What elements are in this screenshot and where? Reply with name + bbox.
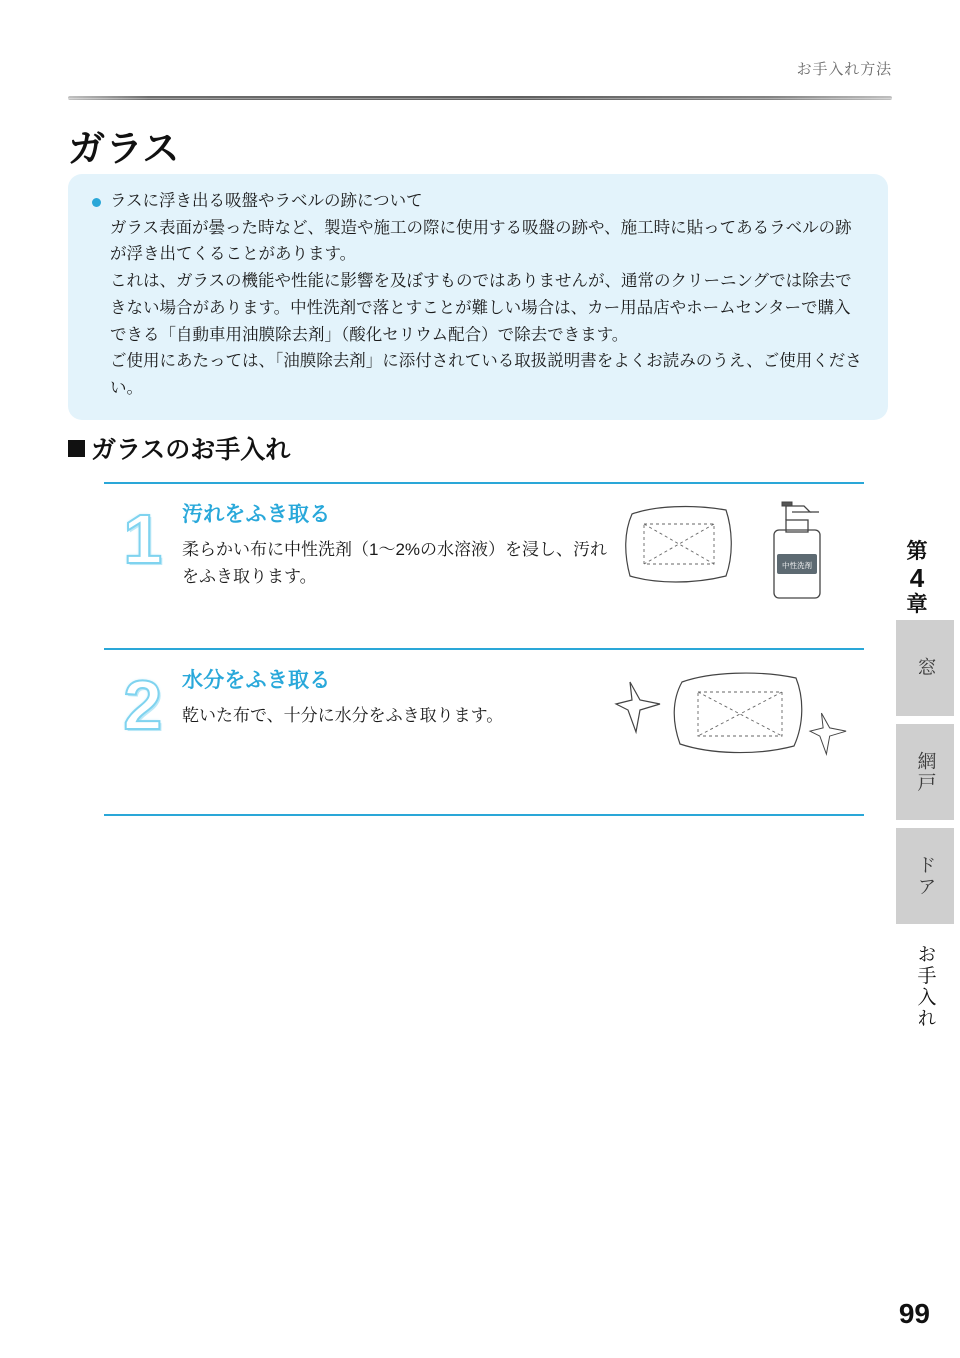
step-description: 柔らかい布に中性洗剤（1〜2%の水溶液）を浸し、汚れをふき取ります。 [182,540,608,587]
note-paragraph: ガラス表面が曇った時など、製造や施工の際に使用する吸盤の跡や、施工時に貼ってあるラベルの跡が浮き出てくることがあります。 [110,218,852,264]
sparkle-icon [810,713,846,754]
note-body [90,215,866,402]
section-heading-text: ガラスのお手入れ [91,436,291,464]
running-head: お手入れ方法 [796,61,892,78]
step-title: 水分をふき取る [182,669,331,692]
side-tab-window[interactable] [896,620,954,716]
side-tab-door[interactable] [896,828,954,924]
side-tab-label: お手入れ [914,944,936,1030]
chapter-suffix: 章 [906,592,928,616]
chapter-number: 4 [909,562,925,593]
step1-illustration [614,492,864,617]
step-title: 汚れをふき取る [182,503,331,526]
cloth-icon [626,507,732,582]
square-bullet-icon [68,440,85,457]
side-tab-label: 網戸 [914,750,936,794]
note-heading-text: ラスに浮き出る吸盤やラベルの跡について [110,192,423,210]
header-divider [68,96,892,100]
chapter-marker [892,540,942,616]
page-number: 99 [898,1298,930,1329]
chapter-prefix: 第 [906,540,928,563]
sparkle-icon [616,682,660,732]
side-tab-label: ドア [914,854,936,898]
step-number: 2 [123,666,161,744]
page-title: ガラス [68,128,181,169]
list-item [104,650,864,814]
side-tab-label: 窓 [914,657,936,679]
note-box [68,174,888,420]
note-paragraph: ご使用にあたっては、「油膜除去剤」に添付されている取扱説明書をよくお読みのうえ、ご使用ください。 [110,352,862,398]
side-tab-screen-door[interactable] [896,724,954,820]
side-tab-maintenance[interactable] [896,932,954,1042]
section-heading [68,430,290,466]
step-number: 1 [123,500,161,578]
step-text [182,664,612,729]
step-description: 乾いた布で、十分に水分をふき取ります。 [182,706,504,725]
cloth-icon [674,673,802,753]
spray-bottle-icon [774,502,820,598]
list-item [104,484,864,648]
note-paragraph: これは、ガラスの機能や性能に影響を及ぼすものではありませんが、通常のクリーニングでは除去できない場合があります。中性洗剤で落とすことが難しい場合は、カー用品店やホームセンターで購入できる「自動車用油膜除去剤」（酸化セリウム配合）で除去できます。 [110,272,852,344]
svg-text:中性洗剤: 中性洗剤 [782,561,812,570]
step-text [182,498,612,590]
steps-list [104,482,864,816]
note-heading-row [90,188,866,215]
step-divider [104,814,864,816]
bullet-icon [92,198,101,207]
step2-illustration [614,658,864,783]
